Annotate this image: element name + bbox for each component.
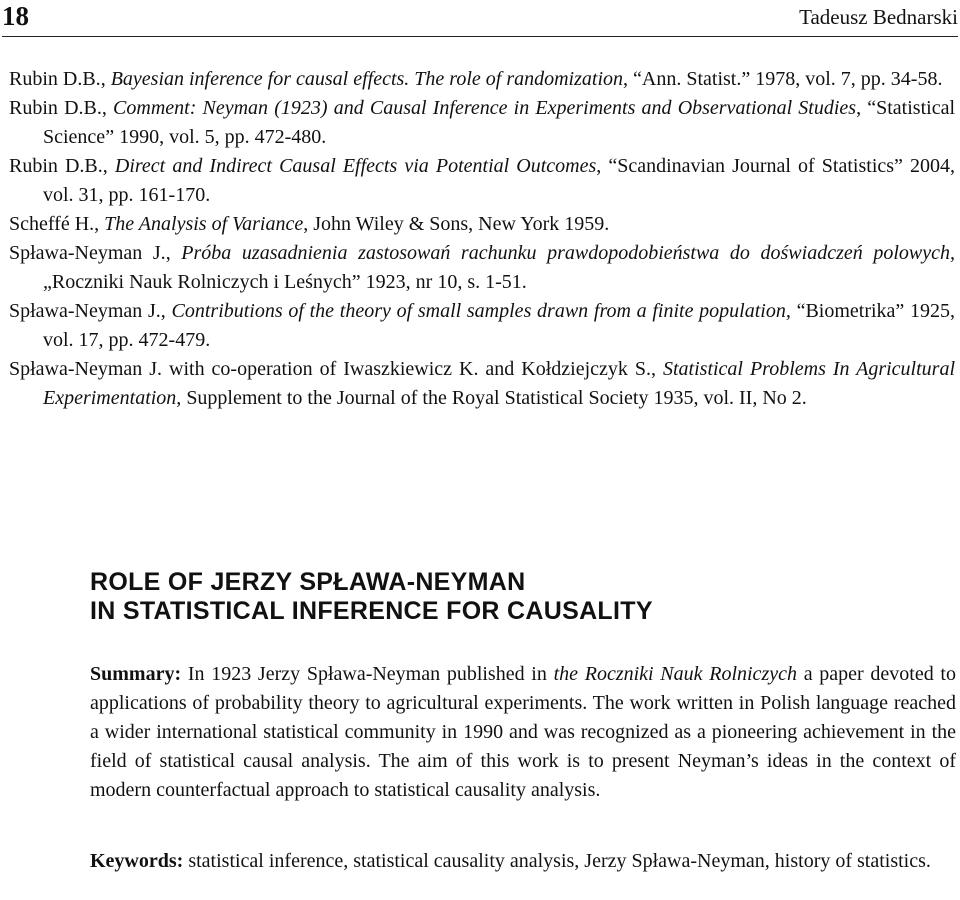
reference-title: Direct and Indirect Causal Effects via Potential Outcomes bbox=[114, 155, 597, 177]
reference-author: Scheffé H. bbox=[9, 213, 95, 235]
reference-item: Spława-Neyman J., Contributions of the theory of small samples drawn from a finite population, “Biometrika” 1925, vol. 17, pp. 472-479. bbox=[9, 300, 956, 351]
reference-title: The Analysis of Variance bbox=[104, 213, 304, 235]
reference-author: Spława-Neyman J. bbox=[9, 300, 161, 322]
reference-title: Próba uzasadnienia zastosowań rachunku prawdopodobieństwa do doświadczeń polowych, bbox=[181, 242, 955, 264]
reference-author: Spława-Neyman J. bbox=[9, 242, 166, 264]
reference-title: Statistical Problems In Agricultural Experimentation, bbox=[43, 358, 956, 409]
article-title-line-2: IN STATISTICAL INFERENCE FOR CAUSALITY bbox=[90, 597, 653, 625]
reference-item: Spława-Neyman J., Próba uzasadnienia zastosowań rachunku prawdopodobieństwa do doświadczeń polowych, „Roczniki Nauk Rolniczych i Leśnych” 1923, nr 10, s. 1-51. bbox=[9, 242, 955, 293]
reference-item: Spława-Neyman J. with co-operation of Iwaszkiewicz K. and Kołdziejczyk S., Statistical Problems In Agricultural Experimentation, Supplement to the Journal of the Royal Statistical Society 1935, vol. II, No 2. bbox=[9, 358, 956, 409]
keywords-paragraph bbox=[90, 847, 956, 876]
reference-author: Rubin D.B. bbox=[9, 155, 103, 177]
reference-source: , “Scandinavian Journal of Statistics” 2004, vol. 31, pp. 161-170. bbox=[43, 155, 956, 206]
summary-text-rest: a paper devoted to applications of probability theory to agricultural experiments. The work written in Polish language reached a wider international statistical community in 1990 and was recognized as a pioneering achievement in the field of statistical causal analysis. The aim of this work is to present Neyman’s ideas in the context of modern counterfactual approach to statistical causality analysis. bbox=[90, 663, 956, 801]
reference-source: , John Wiley & Sons, New York 1959. bbox=[303, 213, 610, 235]
reference-item: Rubin D.B., Direct and Indirect Causal Effects via Potential Outcomes, “Scandinavian Journal of Statistics” 2004, vol. 31, pp. 161-170. bbox=[9, 155, 956, 206]
page-number: 18 bbox=[2, 1, 29, 31]
article-title bbox=[90, 568, 950, 626]
reference-title: Comment: Neyman (1923) and Causal Inference in Experiments and Observational Studies bbox=[113, 97, 857, 119]
reference-author: Spława-Neyman J. with co-operation of Iwaszkiewicz K. and Kołdziejczyk S. bbox=[9, 358, 651, 380]
reference-item: Scheffé H., The Analysis of Variance, John Wiley & Sons, New York 1959. bbox=[9, 213, 610, 235]
reference-source: „Roczniki Nauk Rolniczych i Leśnych” 1923, nr 10, s. 1-51. bbox=[43, 271, 527, 293]
article-title-line-1: ROLE OF JERZY SPŁAWA-NEYMAN bbox=[90, 568, 526, 596]
summary-paragraph bbox=[90, 660, 956, 805]
reference-title: Bayesian inference for causal effects. The role of randomization bbox=[110, 68, 624, 90]
reference-author: Rubin D.B. bbox=[9, 68, 101, 90]
reference-source: , “Statistical Science” 1990, vol. 5, pp. 472-480. bbox=[43, 97, 956, 148]
header-rule bbox=[2, 36, 958, 37]
running-head-author: Tadeusz Bednarski bbox=[799, 5, 958, 29]
summary-label: Summary: bbox=[90, 663, 182, 685]
reference-source: Supplement to the Journal of the Royal Statistical Society 1935, vol. II, No 2. bbox=[181, 387, 807, 409]
reference-item: Rubin D.B., Comment: Neyman (1923) and Causal Inference in Experiments and Observational Studies, “Statistical Science” 1990, vol. 5, pp. 472-480. bbox=[9, 97, 956, 148]
summary-journal-name: the Roczniki Nauk Rolniczych bbox=[553, 663, 797, 685]
keywords-text: statistical inference, statistical causality analysis, Jerzy Spława-Neyman, history of statistics. bbox=[183, 850, 931, 872]
reference-author: Rubin D.B. bbox=[9, 97, 102, 119]
summary-text-start: In 1923 Jerzy Spława-Neyman published in bbox=[181, 663, 554, 685]
reference-source: “Biometrika” 1925, vol. 17, pp. 472-479. bbox=[43, 300, 956, 351]
reference-source: , “Ann. Statist.” 1978, vol. 7, pp. 34-58. bbox=[623, 68, 943, 90]
reference-title: Contributions of the theory of small samples drawn from a finite population, bbox=[171, 300, 791, 322]
page-header bbox=[0, 0, 960, 40]
reference-item: Rubin D.B., Bayesian inference for causal effects. The role of randomization, “Ann. Statist.” 1978, vol. 7, pp. 34-58. bbox=[9, 68, 943, 90]
keywords-label: Keywords: bbox=[90, 850, 184, 872]
references-list bbox=[9, 65, 955, 413]
